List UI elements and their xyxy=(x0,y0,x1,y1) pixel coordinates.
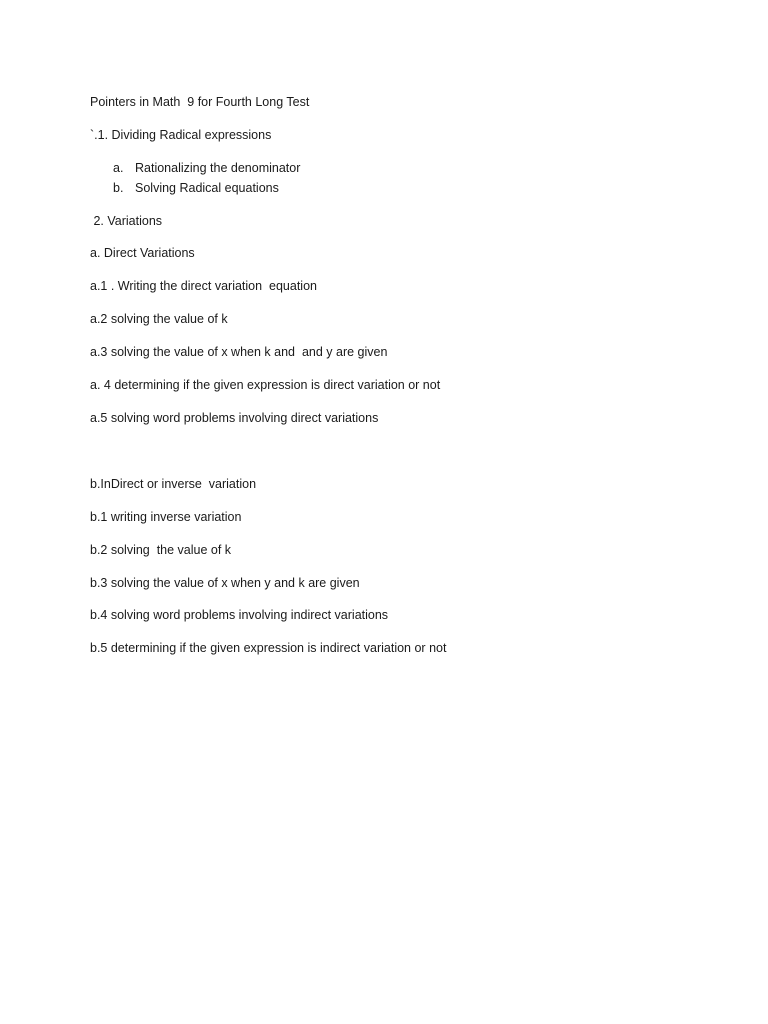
list-marker-b: b. xyxy=(113,181,124,195)
indirect-variation-heading: b.InDirect or inverse variation xyxy=(90,477,257,491)
indirect-item-b5: b.5 determining if the given expression is indirect variation or not xyxy=(90,641,447,655)
direct-item-a3: a.3 solving the value of x when k and and y are given xyxy=(90,345,388,359)
indirect-item-b1: b.1 writing inverse variation xyxy=(90,510,242,524)
section-2-heading: 2. Variations xyxy=(90,214,163,228)
indirect-item-b3: b.3 solving the value of x when y and k are given xyxy=(90,576,360,590)
document-title: Pointers in Math 9 for Fourth Long Test xyxy=(90,95,310,109)
direct-item-a4: a. 4 determining if the given expression is direct variation or not xyxy=(90,378,441,392)
list-item-radical-equations: Solving Radical equations xyxy=(135,181,279,195)
direct-item-a2: a.2 solving the value of k xyxy=(90,312,228,326)
list-item-rationalizing: Rationalizing the denominator xyxy=(135,161,301,175)
direct-item-a5: a.5 solving word problems involving direct variations xyxy=(90,411,379,425)
section-1-heading: `.1. Dividing Radical expressions xyxy=(90,128,272,142)
list-marker-a: a. xyxy=(113,161,124,175)
direct-variation-heading: a. Direct Variations xyxy=(90,246,195,260)
indirect-item-b4: b.4 solving word problems involving indirect variations xyxy=(90,608,389,622)
indirect-item-b2: b.2 solving the value of k xyxy=(90,543,232,557)
direct-item-a1: a.1 . Writing the direct variation equation xyxy=(90,279,317,293)
